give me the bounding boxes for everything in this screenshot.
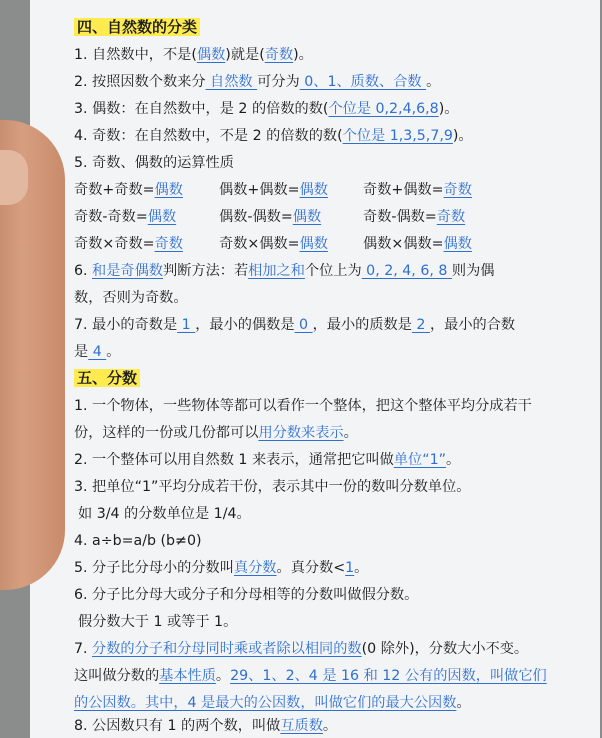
text: 则为偶 bbox=[451, 263, 495, 279]
answer: 0 bbox=[294, 317, 313, 333]
item-5-7b bbox=[74, 666, 547, 686]
text: 这叫做分数的 bbox=[74, 668, 160, 684]
text: 5. 分子比分母小的分数叫 bbox=[74, 560, 234, 576]
item-4-2 bbox=[74, 72, 440, 92]
item-5-6b: 假分数大于 1 或等于 1。 bbox=[78, 614, 238, 630]
item-5-1a: 1. 一个物体，一些物体等都可以看作一个整体，把这个整体平均分成若干 bbox=[74, 398, 532, 414]
answer: 偶数 bbox=[196, 47, 226, 63]
item-5-3: 3. 把单位“1”平均分成若干份，表示其中一份的数叫分数单位。 bbox=[74, 479, 471, 495]
answer: 29、1、2、4 是 16 和 12 公有的因数，叫做它们 bbox=[230, 668, 547, 684]
item-5-5 bbox=[74, 558, 368, 578]
answer: 单位“1” bbox=[393, 452, 446, 468]
op-odd-times-even bbox=[219, 234, 328, 254]
text: 可分为 bbox=[257, 74, 300, 90]
text: 偶数-偶数= bbox=[219, 209, 293, 225]
text: 4. 奇数：在自然数中，不是 2 的倍数的数( bbox=[74, 128, 343, 144]
text: 8. 公因数只有 1 的两个数，叫做 bbox=[74, 718, 281, 734]
answer: 自然数 bbox=[205, 74, 258, 90]
text: 奇数-奇数= bbox=[74, 209, 148, 225]
answer: 偶数 bbox=[147, 209, 177, 225]
item-5-8 bbox=[74, 716, 337, 736]
item-4-6b: 数，否则为奇数。 bbox=[74, 290, 188, 306]
answer: 偶数 bbox=[299, 236, 328, 252]
answer: 的公因数。其中，4 是最大的公因数，叫做它们的最大公因数 bbox=[74, 695, 457, 711]
answer: 1 bbox=[345, 560, 355, 576]
text: 个位上为 bbox=[304, 263, 362, 279]
answer: 4 bbox=[88, 344, 107, 360]
answer: 个位是 1,3,5,7,9 bbox=[342, 128, 453, 144]
item-5-2 bbox=[74, 450, 460, 470]
answer: 偶数 bbox=[154, 182, 183, 198]
answer: 互质数 bbox=[280, 718, 323, 734]
text: 奇数×偶数= bbox=[219, 236, 300, 252]
text: )就是( bbox=[225, 47, 265, 63]
text: )。 bbox=[452, 128, 473, 144]
text: 偶数+偶数= bbox=[219, 182, 300, 198]
answer: 奇数 bbox=[264, 47, 294, 63]
text: 。 bbox=[426, 74, 441, 90]
answer: 2 bbox=[411, 317, 430, 333]
text: 1. 自然数中，不是( bbox=[74, 47, 197, 63]
answer: 和是奇偶数 bbox=[92, 263, 163, 279]
op-odd-plus-even bbox=[363, 180, 472, 200]
section-title: 四、自然数的分类 bbox=[74, 18, 200, 36]
item-5-4: 4. a÷b=a/b (b≠0) bbox=[74, 533, 202, 549]
text: 奇数+偶数= bbox=[363, 182, 444, 198]
text: ，最小的合数 bbox=[429, 317, 516, 333]
text: 份，这样的一份或几份都可以 bbox=[74, 425, 259, 441]
op-even-minus-even bbox=[219, 207, 321, 227]
text: 7. bbox=[74, 641, 93, 657]
answer: 偶数 bbox=[292, 209, 322, 225]
answer: 1 bbox=[177, 317, 196, 333]
text: 奇数×奇数= bbox=[74, 236, 155, 252]
text: 。 bbox=[456, 695, 471, 711]
text: 奇数+奇数= bbox=[74, 182, 155, 198]
op-even-plus-even bbox=[219, 180, 328, 200]
section-5-heading bbox=[74, 368, 140, 389]
answer: 用分数来表示 bbox=[258, 425, 344, 441]
item-5-7c bbox=[74, 693, 471, 713]
text: 。 bbox=[322, 718, 338, 734]
op-odd-plus-odd bbox=[74, 180, 183, 200]
section-title: 五、分数 bbox=[74, 369, 140, 387]
text: 。 bbox=[445, 452, 461, 468]
text: 。真分数< bbox=[276, 560, 346, 576]
item-4-5: 5. 奇数、偶数的运算性质 bbox=[74, 155, 234, 171]
text: ，最小的质数是 bbox=[312, 317, 412, 333]
text: (0 除外)，分数大小不变。 bbox=[361, 641, 529, 657]
op-odd-minus-odd bbox=[74, 207, 176, 227]
answer: 0, 2, 4, 6, 8 bbox=[361, 263, 452, 279]
item-4-7a bbox=[74, 315, 515, 335]
op-odd-times-odd bbox=[74, 234, 183, 254]
text: 。 bbox=[354, 560, 369, 576]
answer: 个位是 0,2,4,6,8 bbox=[328, 101, 439, 117]
item-4-1 bbox=[74, 45, 313, 65]
text: 6. bbox=[74, 263, 93, 279]
item-4-4 bbox=[74, 126, 473, 146]
text: )。 bbox=[293, 47, 313, 63]
item-4-6a bbox=[74, 261, 494, 281]
text: 2. 按照因数个数来分 bbox=[74, 74, 206, 90]
text: 2. 一个整体可以用自然数 1 来表示，通常把它叫做 bbox=[74, 452, 394, 468]
text: 。 bbox=[343, 425, 358, 441]
text: 判断方法：若 bbox=[163, 263, 249, 279]
text: 。 bbox=[106, 344, 121, 360]
text: 奇数-偶数= bbox=[363, 209, 437, 225]
item-5-6: 6. 分子比分母大或分子和分母相等的分数叫做假分数。 bbox=[74, 587, 419, 603]
item-5-3b: 如 3/4 的分数单位是 1/4。 bbox=[78, 506, 251, 522]
answer: 偶数 bbox=[443, 236, 472, 252]
answer: 相加之和 bbox=[248, 263, 305, 279]
item-4-3 bbox=[74, 99, 458, 119]
text: 7. 最小的奇数是 bbox=[74, 317, 178, 333]
op-even-times-even bbox=[363, 234, 472, 254]
answer: 奇数 bbox=[154, 236, 183, 252]
text: 3. 偶数：在自然数中，是 2 的倍数的数( bbox=[74, 101, 329, 117]
thumbnail bbox=[0, 150, 28, 205]
answer: 基本性质 bbox=[159, 668, 216, 684]
answer: 偶数 bbox=[299, 182, 328, 198]
op-odd-minus-even bbox=[363, 207, 465, 227]
item-4-7b bbox=[74, 342, 120, 362]
answer: 真分数 bbox=[233, 560, 277, 576]
item-5-1b bbox=[74, 423, 358, 443]
answer: 分数的分子和分母同时乘或者除以相同的数 bbox=[92, 641, 362, 657]
text: 是 bbox=[74, 344, 89, 360]
text: 。 bbox=[215, 668, 231, 684]
text: )。 bbox=[438, 101, 459, 117]
section-4-heading bbox=[74, 17, 200, 38]
text: 偶数×偶数= bbox=[363, 236, 444, 252]
item-5-7a bbox=[74, 639, 528, 659]
answer: 0、1、质数、合数 bbox=[299, 74, 427, 90]
answer: 奇数 bbox=[443, 182, 472, 198]
answer: 奇数 bbox=[436, 209, 466, 225]
text: ，最小的偶数是 bbox=[195, 317, 295, 333]
